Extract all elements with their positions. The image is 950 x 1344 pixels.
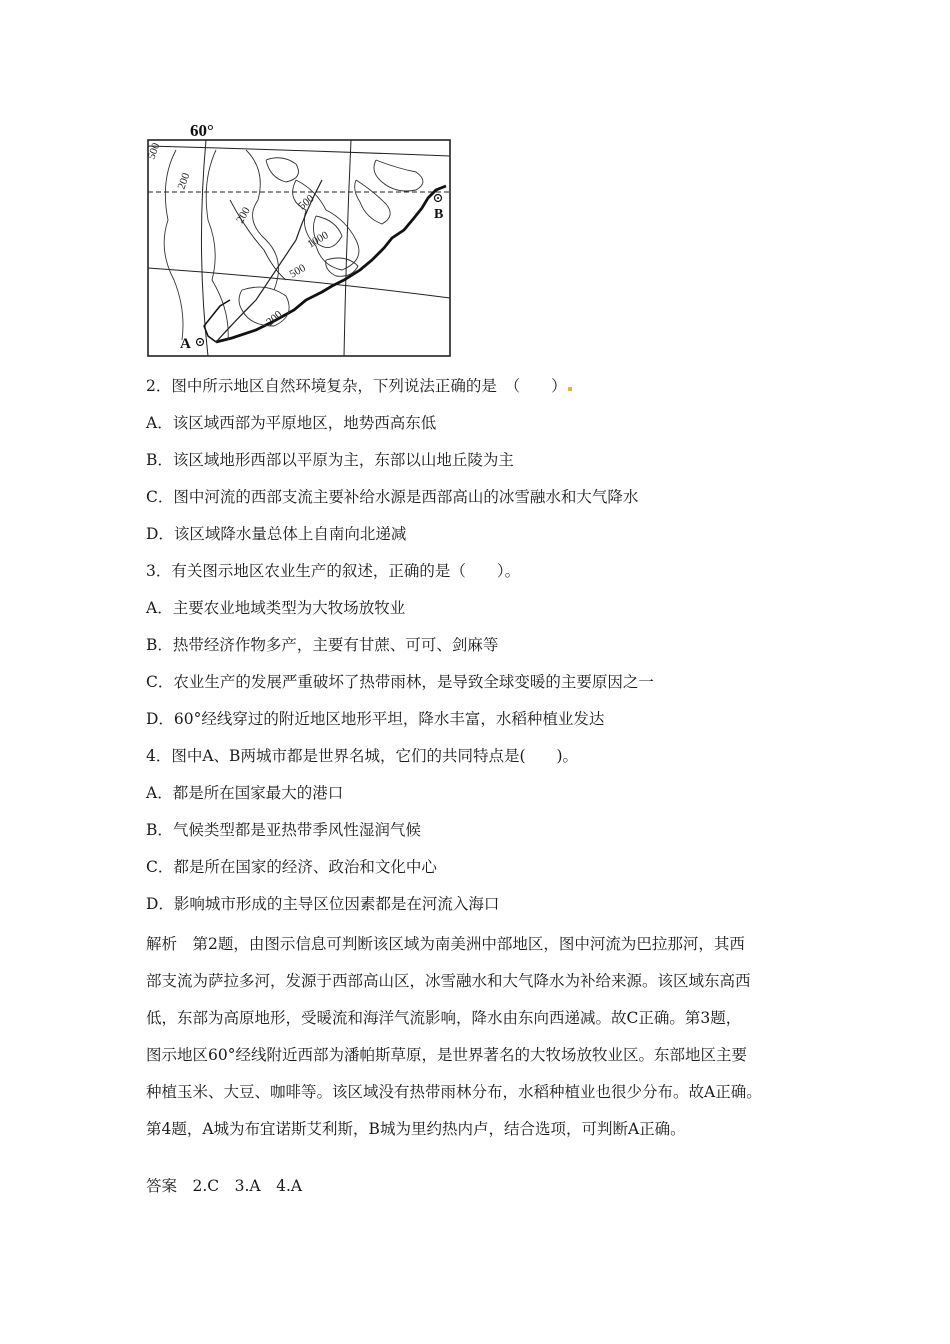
contour-label: 200: [175, 171, 193, 192]
q2-option-b: B．该区域地形西部以平原为主，东部以山地丘陵为主: [146, 451, 514, 469]
city-a-label: A: [180, 336, 191, 352]
topographic-map: [146, 120, 452, 360]
map-svg: [146, 120, 452, 360]
explanation-line: 第4题，A城为布宜诺斯艾利斯，B城为里约热内卢，结合选项，可判断A正确。: [146, 1120, 686, 1138]
explanation-line: 部支流为萨拉多河，发源于西部高山区，冰雪融水和大气降水为补给来源。该区域东高西: [146, 972, 751, 990]
contour-label: 500: [296, 192, 317, 213]
q2-option-a: A．该区域西部为平原地区，地势西高东低: [146, 414, 437, 432]
annotation-mark: [568, 387, 572, 391]
q3-stem: 3．有关图示地区农业生产的叙述，正确的是（ ）。: [146, 562, 521, 580]
q3-option-d: D．60°经线穿过的附近地区地形平坦，降水丰富，水稻种植业发达: [146, 710, 605, 728]
q4-option-d: D．影响城市形成的主导区位因素都是在河流入海口: [146, 895, 500, 913]
contour-label: 500: [287, 261, 308, 281]
explanation-line: 种植玉米、大豆、咖啡等。该区域没有热带雨林分布，水稻种植业也很少分布。故A正确。: [146, 1083, 762, 1101]
contour-label: 1000: [305, 229, 331, 251]
q2-stem: 2．图中所示地区自然环境复杂，下列说法正确的是 （ ）: [146, 376, 573, 396]
contour-label: 500: [146, 141, 163, 162]
q4-stem: 4．图中A、B两城市都是世界名城，它们的共同特点是( )。: [146, 747, 579, 765]
map-frame: [148, 140, 450, 356]
explanation-line: 低，东部为高原地形，受暖流和海洋气流影响，降水由东向西递减。故C正确。第3题，: [146, 1009, 742, 1027]
explanation-line: 解析 第2题，由图示信息可判断该区域为南美洲中部地区，图中河流为巴拉那河，其西: [146, 935, 745, 953]
q4-option-b: B．气候类型都是亚热带季风性湿润气候: [146, 821, 421, 839]
answer: 答案 2.C 3.A 4.A: [146, 1177, 303, 1195]
city-b-label: B: [434, 207, 444, 222]
explanation: [146, 926, 816, 1148]
longitude-label: 60°: [190, 121, 214, 140]
q3-option-a: A．主要农业地域类型为大牧场放牧业: [146, 599, 406, 617]
q4-option-c: C．都是所在国家的经济、政治和文化中心: [146, 858, 437, 876]
q3-option-c: C．农业生产的发展严重破坏了热带雨林，是导致全球变暖的主要原因之一: [146, 673, 654, 691]
q4-option-a: A．都是所在国家最大的港口: [146, 784, 344, 802]
contour-label: 200: [234, 205, 253, 226]
q2-option-d: D．该区域降水量总体上自南向北递减: [146, 525, 407, 543]
explanation-line: 图示地区60°经线附近西部为潘帕斯草原，是世界著名的大牧场放牧业区。东部地区主要: [146, 1046, 747, 1064]
q3-option-b: B．热带经济作物多产，主要有甘蔗、可可、剑麻等: [146, 636, 499, 654]
contour-label: 200: [264, 308, 285, 329]
q2-option-c: C．图中河流的西部支流主要补给水源是西部高山的冰雪融水和大气降水: [146, 488, 639, 506]
